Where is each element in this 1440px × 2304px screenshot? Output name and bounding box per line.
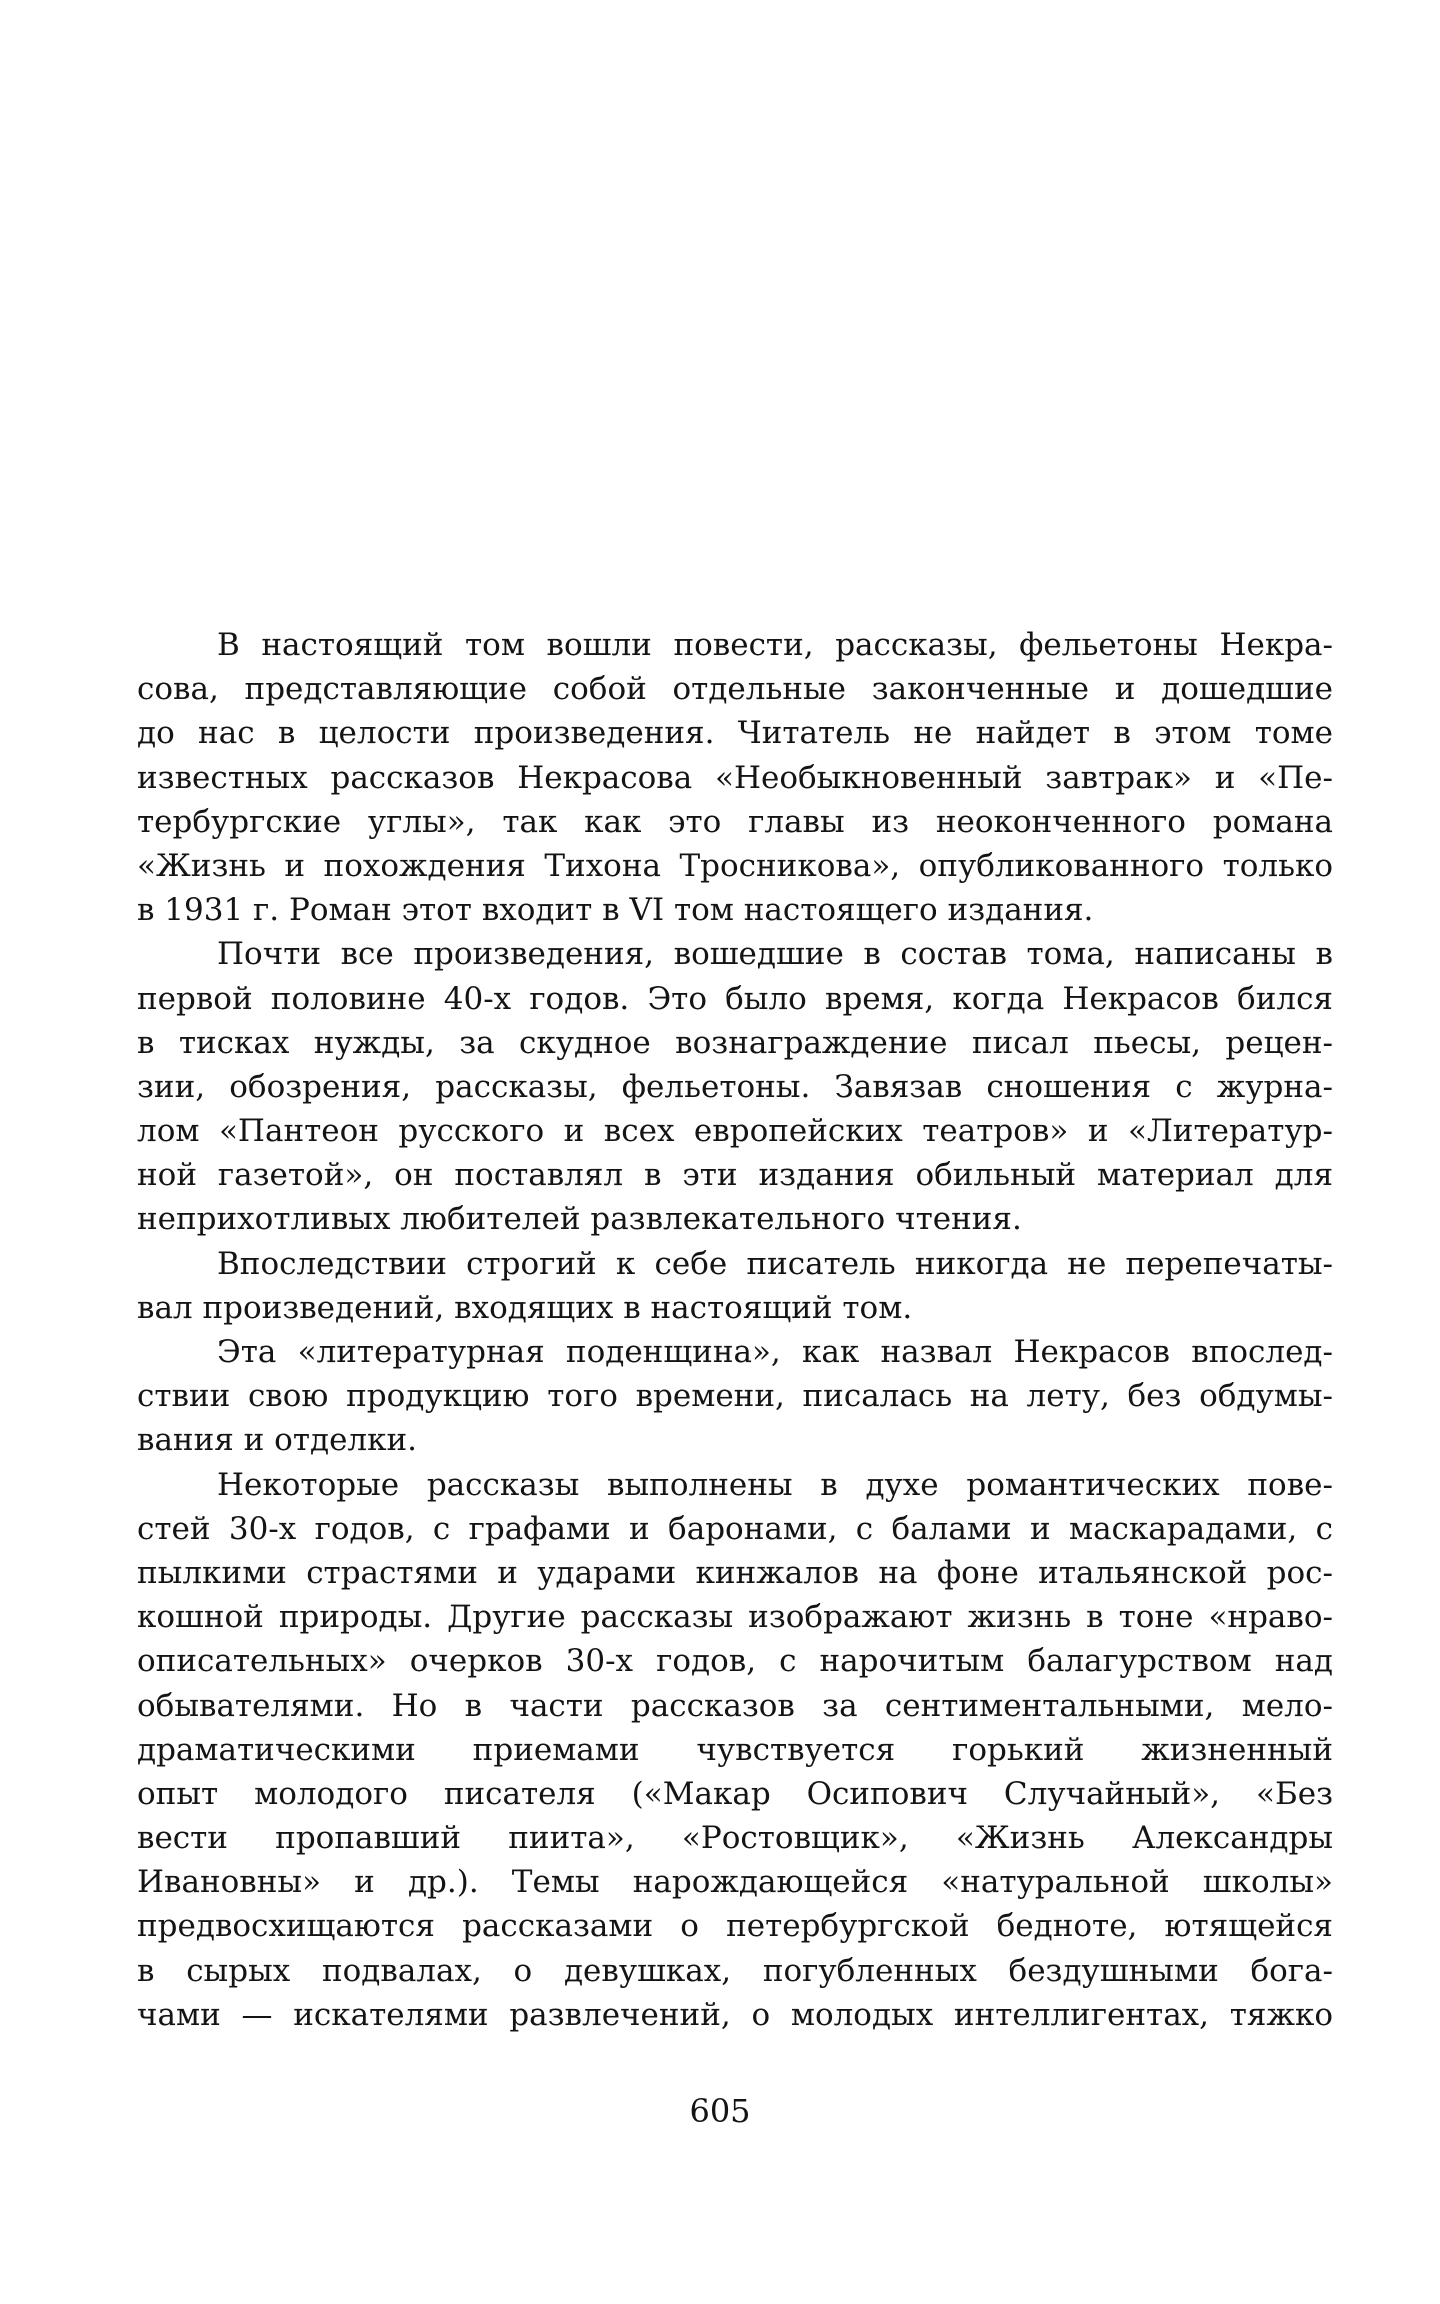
paragraph-first-line: В настоящий том вошли повести, рассказы, фельетоны Некра- xyxy=(217,627,1333,663)
paragraph-line: кошной природы. Другие рассказы изображают жизнь в тоне «нраво- xyxy=(137,1599,1333,1636)
paragraph-line: «Жизнь и похождения Тихона Тросникова», опубликованного только xyxy=(137,847,1333,884)
paragraph-line: неприхотливых любителей развлекательного чтения. xyxy=(137,1201,1022,1238)
paragraph-line: в 1931 г. Роман этот входит в VI том настоящего издания. xyxy=(137,892,1094,929)
paragraph-line: обывателями. Но в части рассказов за сентиментальными, мело- xyxy=(137,1687,1333,1724)
paragraph-line: опыт молодого писателя («Макар Осипович Случайный», «Без xyxy=(137,1775,1333,1812)
paragraph-line: вести пропавший пиита», «Ростовщик», «Жизнь Александры xyxy=(137,1820,1333,1857)
paragraph-line: в тисках нужды, за скудное вознаграждение писал пьесы, рецен- xyxy=(137,1024,1333,1061)
paragraph-line: вал произведений, входящих в настоящий том. xyxy=(137,1289,913,1326)
paragraph-line: стей 30-х годов, с графами и баронами, с балами и маскарадами, с xyxy=(137,1510,1333,1547)
paragraph-line: до нас в целости произведения. Читатель не найдет в этом томе xyxy=(137,715,1333,752)
body-text xyxy=(137,623,1333,2037)
paragraph-line: предвосхищаются рассказами о петербургской бедноте, ютящейся xyxy=(137,1908,1333,1945)
paragraph-line: Ивановны» и др.). Темы нарождающейся «натуральной школы» xyxy=(137,1864,1333,1901)
paragraph-line: известных рассказов Некрасова «Необыкновенный завтрак» и «Пе- xyxy=(137,759,1333,796)
paragraph-first-line: Некоторые рассказы выполнены в духе романтических пове- xyxy=(217,1466,1333,1503)
paragraph-line: зии, обозрения, рассказы, фельетоны. Завязав сношения с журна- xyxy=(137,1068,1333,1105)
paragraph-line: драматическими приемами чувствуется горький жизненный xyxy=(137,1731,1333,1768)
paragraph-line: пылкими страстями и ударами кинжалов на фоне итальянской рос- xyxy=(137,1554,1333,1591)
paragraph-first-line: Почти все произведения, вошедшие в состав тома, написаны в xyxy=(217,936,1333,973)
paragraph-line: описательных» очерков 30-х годов, с нарочитым балагурством над xyxy=(137,1643,1333,1680)
paragraph-line: вания и отделки. xyxy=(137,1422,418,1459)
paragraph-first-line: Впоследствии строгий к себе писатель никогда не перепечаты- xyxy=(217,1245,1333,1282)
paragraph-line: тербургские углы», так как это главы из неоконченного романа xyxy=(137,803,1333,840)
paragraph-line: ной газетой», он поставлял в эти издания обильный материал для xyxy=(137,1157,1333,1194)
page-number: 605 xyxy=(689,2092,751,2130)
paragraph-line: чами — искателями развлечений, о молодых интеллигентах, тяжко xyxy=(137,1996,1333,2033)
paragraph-line: лом «Пантеон русского и всех европейских театров» и «Литератур- xyxy=(137,1113,1333,1150)
paragraph-line: ствии свою продукцию того времени, писалась на лету, без обдумы- xyxy=(137,1378,1333,1415)
paragraph-first-line: Эта «литературная поденщина», как назвал Некрасов впослед- xyxy=(217,1334,1333,1370)
paragraph-line: первой половине 40-х годов. Это было время, когда Некрасов бился xyxy=(137,980,1333,1017)
paragraph-line: сова, представляющие собой отдельные законченные и дошедшие xyxy=(137,671,1333,708)
paragraph-line: в сырых подвалах, о девушках, погубленных бездушными бога- xyxy=(137,1952,1333,1989)
